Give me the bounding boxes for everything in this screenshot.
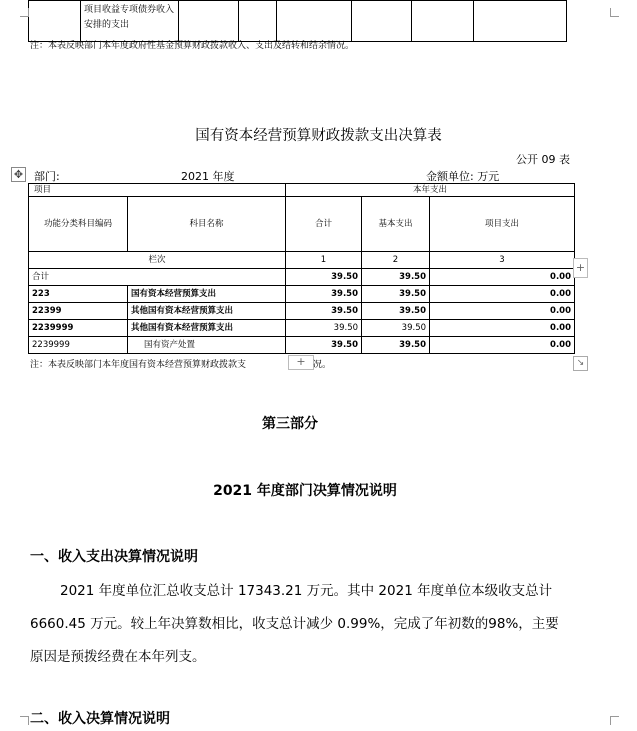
row-total: 39.50 xyxy=(286,269,362,286)
dept-label: 部门: xyxy=(34,170,60,183)
row-code: 2239999 xyxy=(29,337,128,354)
row-total: 39.50 xyxy=(286,320,362,337)
top-table-cell: 项目收益专项债券收入安排的支出 xyxy=(81,1,179,42)
table-title: 国有资本经营预算财政拨款支出决算表 xyxy=(195,128,442,144)
col-number: 3 xyxy=(430,252,575,269)
row-name: 国有资产处置 xyxy=(128,337,286,354)
table-note: 注：本表反映部门本年度国有资本经营预算财政拨款支 xyxy=(30,360,247,370)
row-basic: 39.50 xyxy=(362,320,430,337)
row-name: 国有资本经营预算支出 xyxy=(128,286,286,303)
table-row xyxy=(29,269,575,286)
top-note: 注：本表反映部门本年度政府性基金预算财政拨款收入、支出及结转和结余情况。 xyxy=(30,41,355,51)
plus-icon: + xyxy=(296,355,306,368)
corner-mark xyxy=(20,716,29,725)
add-column-button[interactable] xyxy=(573,258,588,278)
row-basic: 39.50 xyxy=(362,303,430,320)
row-project: 0.00 xyxy=(430,337,575,354)
table-row xyxy=(29,320,575,337)
unit-label: 金额单位: 万元 xyxy=(426,170,500,183)
corner-mark xyxy=(610,716,619,725)
row-name: 其他国有资本经营预算支出 xyxy=(128,303,286,320)
header-row-label: 栏次 xyxy=(29,252,286,269)
header-project: 项目 xyxy=(29,184,286,197)
col-number: 2 xyxy=(362,252,430,269)
resize-icon[interactable]: ↘ xyxy=(573,356,588,371)
part-subheading: 2021 年度部门决算情况说明 xyxy=(213,483,397,499)
header-subject-name: 科目名称 xyxy=(128,197,286,252)
plus-icon: + xyxy=(575,261,586,274)
expense-table xyxy=(28,183,575,354)
table-code: 公开 09 表 xyxy=(516,153,570,166)
section-heading: 一、收入支出决算情况说明 xyxy=(30,549,198,565)
year-label: 2021 年度 xyxy=(181,170,235,183)
section-heading: 二、收入决算情况说明 xyxy=(30,711,170,727)
row-project: 0.00 xyxy=(430,303,575,320)
top-table xyxy=(28,0,567,42)
row-project: 0.00 xyxy=(430,269,575,286)
paragraph-line: 原因是预拨经费在本年列支。 xyxy=(30,649,206,665)
row-basic: 39.50 xyxy=(362,269,430,286)
row-project: 0.00 xyxy=(430,286,575,303)
table-note-tail: 况。 xyxy=(313,360,332,370)
col-number: 1 xyxy=(286,252,362,269)
row-total: 39.50 xyxy=(286,286,362,303)
corner-mark xyxy=(610,8,619,17)
header-total: 合计 xyxy=(286,197,362,252)
row-code: 223 xyxy=(29,286,128,303)
row-name: 其他国有资本经营预算支出 xyxy=(128,320,286,337)
row-code: 22399 xyxy=(29,303,128,320)
header-this-year: 本年支出 xyxy=(286,184,575,197)
paragraph-line: 2021 年度单位汇总收支总计 17343.21 万元。其中 2021 年度单位本级收支总计 xyxy=(60,583,553,599)
table-row xyxy=(29,303,575,320)
paragraph-line: 6660.45 万元。较上年决算数相比，收支总计减少 0.99%，完成了年初数的98%，主要 xyxy=(30,616,559,632)
top-table-row xyxy=(29,1,567,42)
header-project-exp: 项目支出 xyxy=(430,197,575,252)
row-basic: 39.50 xyxy=(362,337,430,354)
row-project: 0.00 xyxy=(430,320,575,337)
table-row xyxy=(29,337,575,354)
add-row-button[interactable] xyxy=(288,355,314,370)
table-row xyxy=(29,286,575,303)
row-total: 39.50 xyxy=(286,337,362,354)
header-func-code: 功能分类科目编码 xyxy=(29,197,128,252)
header-basic: 基本支出 xyxy=(362,197,430,252)
row-basic: 39.50 xyxy=(362,286,430,303)
row-code: 2239999 xyxy=(29,320,128,337)
part-heading: 第三部分 xyxy=(262,416,318,432)
corner-mark xyxy=(20,8,29,17)
row-code: 合计 xyxy=(29,269,286,286)
move-handle-icon[interactable]: ✥ xyxy=(11,167,26,182)
row-total: 39.50 xyxy=(286,303,362,320)
